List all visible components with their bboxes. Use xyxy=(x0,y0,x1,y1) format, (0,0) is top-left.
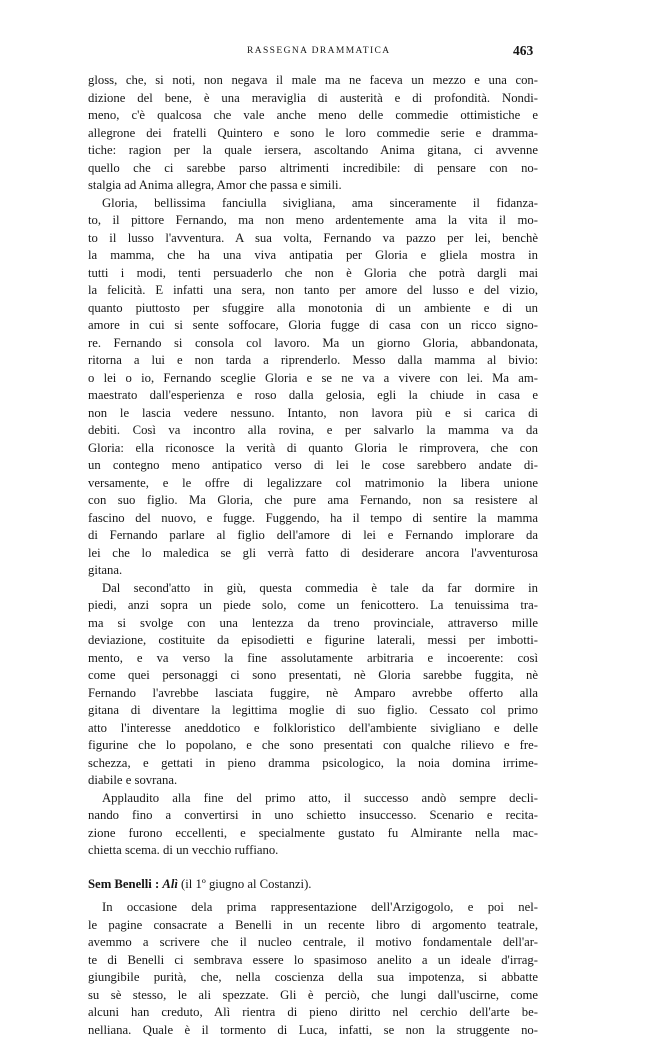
text-line: re. Fernando si consola col lavoro. Ma un giorno Gloria, abbandonata, xyxy=(88,335,538,353)
text-line: gloss, che, si noti, non negava il male ma ne faceva un mezzo e una con- xyxy=(88,72,538,90)
text-line: Fernando l'avrebbe lasciata fuggire, nè Amparo avrebbe offerto alla xyxy=(88,685,538,703)
text-line: dizione del bene, è una meraviglia di austerità e di profondità. Nondi- xyxy=(88,90,538,108)
text-line: un contegno meno antipatico verso di lei le cose sarebbero andate di- xyxy=(88,457,538,475)
text-line: atto l'interesse aneddotico e folkloristico dell'ambiente sivigliano e delle xyxy=(88,720,538,738)
page-number: 463 xyxy=(513,43,533,59)
text-line: ma si svolge con una lentezza da treno provinciale, attraverso mille xyxy=(88,615,538,633)
text-line: In occasione dela prima rappresentazione dell'Arzigogolo, e poi nel- xyxy=(88,899,538,917)
running-head: RASSEGNA DRAMMATICA xyxy=(247,46,391,56)
text-line: figurine che lo popolano, e che sono presentati con qualche rilievo e fre- xyxy=(88,737,538,755)
text-line: schezza, e gettati in pieno dramma psicologico, la noia domina irrime- xyxy=(88,755,538,773)
text-line: come quei personaggi ci sono presentati, nè Gloria sarebbe fuggita, nè xyxy=(88,667,538,685)
text-line: zione furono eccellenti, e specialmente gustato fu Almirante nella mac- xyxy=(88,825,538,843)
section-author: Sem Benelli : xyxy=(88,877,159,891)
text-line: su sè stesso, le ali spezzate. Gli è perciò, che lungi dall'uscirne, come xyxy=(88,987,538,1005)
text-line: le pagine consacrate a Benelli in un recente libro di argomento teatrale, xyxy=(88,917,538,935)
text-line: tutti i modi, tenti persuaderlo che non è Gloria che potrà dargli mai xyxy=(88,265,538,283)
text-line: piedi, anzi sopra un piede solo, come un fenicottero. La tenuissima tra- xyxy=(88,597,538,615)
section-heading xyxy=(88,876,538,894)
text-line: gitana. xyxy=(88,562,538,580)
text-line: alcuni han creduto, Alì rientra di pieno diritto nel cerchio dell'arte be- xyxy=(88,1004,538,1022)
text-line: debiti. Così va incontro alla rovina, e per salvarlo la mamma va da xyxy=(88,422,538,440)
text-line: Gloria, bellissima fanciulla sivigliana, ama sinceramente il fidanza- xyxy=(88,195,538,213)
text-line: nelliana. Quale è il tormento di Luca, infatti, se non la struggente no- xyxy=(88,1022,538,1039)
text-line: deviazione, costituite da episodietti e figurine laterali, messi per imbotti- xyxy=(88,632,538,650)
text-line: non le lascia vedere nessuno. Intanto, non lavora più e si carica di xyxy=(88,405,538,423)
body-text xyxy=(88,72,538,1039)
paragraph-5 xyxy=(88,899,538,1039)
text-line: quanto piuttosto per sfuggire alla monotonia di un ambiente e di un xyxy=(88,300,538,318)
text-line: la mamma, che ha una viva antipatia per Gloria e gliela mostra in xyxy=(88,247,538,265)
section-details: (il 1º giugno al Costanzi). xyxy=(181,877,311,891)
text-line: quello che ci sarebbe parso altrimenti incredibile: di pensare con no- xyxy=(88,160,538,178)
paragraph-3 xyxy=(88,580,538,790)
text-line: con suo figlio. Ma Gloria, che pure ama Fernando, non sa resistere al xyxy=(88,492,538,510)
paragraph-2 xyxy=(88,195,538,580)
text-line: to, il pittore Fernando, ma non meno ardentemente ama la vita il mo- xyxy=(88,212,538,230)
text-line: maestrato dall'esperienza e roso dalla gelosia, egli la chiude in casa e xyxy=(88,387,538,405)
text-line: la felicità. E infatti una sera, non tanto per amore del lusso e del vizio, xyxy=(88,282,538,300)
text-line: chietta scema. di un vecchio ruffiano. xyxy=(88,842,538,860)
text-line: versamente, e le offre di legalizzare col matrimonio la libera unione xyxy=(88,475,538,493)
text-line: allegrone dei fratelli Quintero e sono le loro commedie serie e dramma- xyxy=(88,125,538,143)
text-line: di Fernando parlare al figlio dell'amore di lei e Fernando implorare da xyxy=(88,527,538,545)
text-line: stalgia ad Anima allegra, Amor che passa e simili. xyxy=(88,177,538,195)
text-line: Dal second'atto in giù, questa commedia è tale da far dormire in xyxy=(88,580,538,598)
paragraph-4 xyxy=(88,790,538,860)
text-line: o lei o io, Fernando sceglie Gloria e se ne va a vivere con lei. Ma am- xyxy=(88,370,538,388)
text-line: lei che lo maledica se gli verrà fatto di desiderare ancora l'avventurosa xyxy=(88,545,538,563)
text-line: fascino del nuovo, e fugge. Fuggendo, ha il tempo di sentire la mamma xyxy=(88,510,538,528)
text-line: Applaudito alla fine del primo atto, il successo andò sempre decli- xyxy=(88,790,538,808)
text-line: ritorna a lui e non tarda a riprenderlo. Messo dalla mamma al bivio: xyxy=(88,352,538,370)
text-line: avemmo a scrivere che il nucleo centrale, il motivo fondamentale dell'ar- xyxy=(88,934,538,952)
text-line: to il lusso l'avventura. A sua volta, Fernando va pazzo per lei, benchè xyxy=(88,230,538,248)
text-line: meno, c'è qualcosa che vale anche meno delle commedie ottimistiche e xyxy=(88,107,538,125)
text-line: mento, e va verso la fine assolutamente arbitraria e incoerente: così xyxy=(88,650,538,668)
text-line: nando fino a convertirsi in uno schietto insuccesso. Scenario e recita- xyxy=(88,807,538,825)
text-line: Gloria: ella riconosce la verità di quanto Gloria le rimprovera, che con xyxy=(88,440,538,458)
section-title: Alì xyxy=(162,877,178,891)
text-line: giungibile purità, che, nella coscienza della sua impotenza, si abbatte xyxy=(88,969,538,987)
text-line: amore in cui si sente soffocare, Gloria fugge di casa con un ricco signo- xyxy=(88,317,538,335)
text-line: te di Benelli ci sembrava essere lo spasimoso anelito a un ideale d'irrag- xyxy=(88,952,538,970)
text-line: gitana di diventare la legittima moglie di suo figlio. Cessato col primo xyxy=(88,702,538,720)
text-line: tiche: ragion per la quale iersera, ascoltando Anima gitana, ci avvenne xyxy=(88,142,538,160)
text-line: diabile e sovrana. xyxy=(88,772,538,790)
paragraph-1 xyxy=(88,72,538,195)
